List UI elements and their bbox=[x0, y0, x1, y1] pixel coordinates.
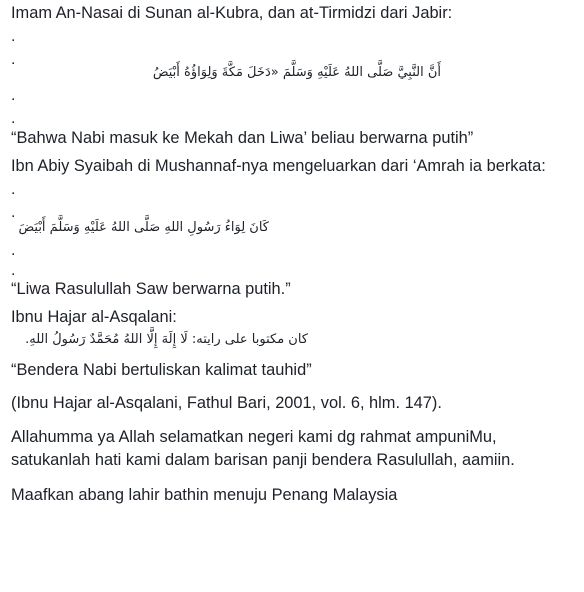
dot-separator: . bbox=[11, 262, 16, 279]
dot-separator: . bbox=[11, 181, 16, 198]
dot-separator: . bbox=[11, 242, 16, 259]
intro-ibnu-hajar: Ibnu Hajar al-Asqalani: bbox=[11, 308, 177, 326]
intro-nasai: Imam An-Nasai di Sunan al-Kubra, dan at-Tirmidzi dari Jabir: bbox=[11, 4, 453, 22]
dot-separator: . bbox=[11, 204, 16, 221]
translation-jabir: “Bahwa Nabi masuk ke Mekah dan Liwa’ beliau berwarna putih” bbox=[11, 129, 474, 147]
intro-ibn-abiy-syaibah: Ibn Abiy Syaibah di Mushannaf-nya mengeluarkan dari ‘Amrah ia berkata: bbox=[11, 157, 546, 175]
dot-separator: . bbox=[11, 51, 16, 68]
translation-tauhid: “Bendera Nabi bertuliskan kalimat tauhid” bbox=[11, 361, 312, 379]
dot-separator: . bbox=[11, 28, 16, 45]
post-body bbox=[11, 0, 581, 507]
arabic-hadith-jabir: أَنَّ النَّبِيَّ صَلَّى اللهُ عَلَيْهِ وَسَلَّمَ «دَخَلَ مَكَّةَ وَلِوَاؤُهُ أَبْيَضُ bbox=[152, 65, 441, 80]
translation-amrah: “Liwa Rasulullah Saw berwarna putih.” bbox=[11, 280, 291, 298]
dot-separator: . bbox=[11, 110, 16, 127]
dot-separator: . bbox=[11, 87, 16, 104]
closing-text: Maafkan abang lahir bathin menuju Penang Malaysia bbox=[11, 486, 398, 504]
arabic-tauhid-inscription: كان مكتوبا على رايته: لَا إِلَهَ إِلَّا اللهُ مُحَمَّدٌ رَسُولُ اللهِ. bbox=[25, 332, 308, 347]
citation: (Ibnu Hajar al-Asqalani, Fathul Bari, 2001, vol. 6, hlm. 147). bbox=[11, 394, 442, 412]
arabic-hadith-amrah: كَانَ لِوَاءُ رَسُولِ اللهِ صَلَّى اللهُ عَلَيْهِ وَسَلَّمَ أَبْيَضَ bbox=[18, 220, 269, 235]
prayer-text: Allahumma ya Allah selamatkan negeri kami dg rahmat ampuniMu, satukanlah hati kami dalam barisan panji bendera Rasulullah, aamiin. bbox=[11, 428, 515, 469]
